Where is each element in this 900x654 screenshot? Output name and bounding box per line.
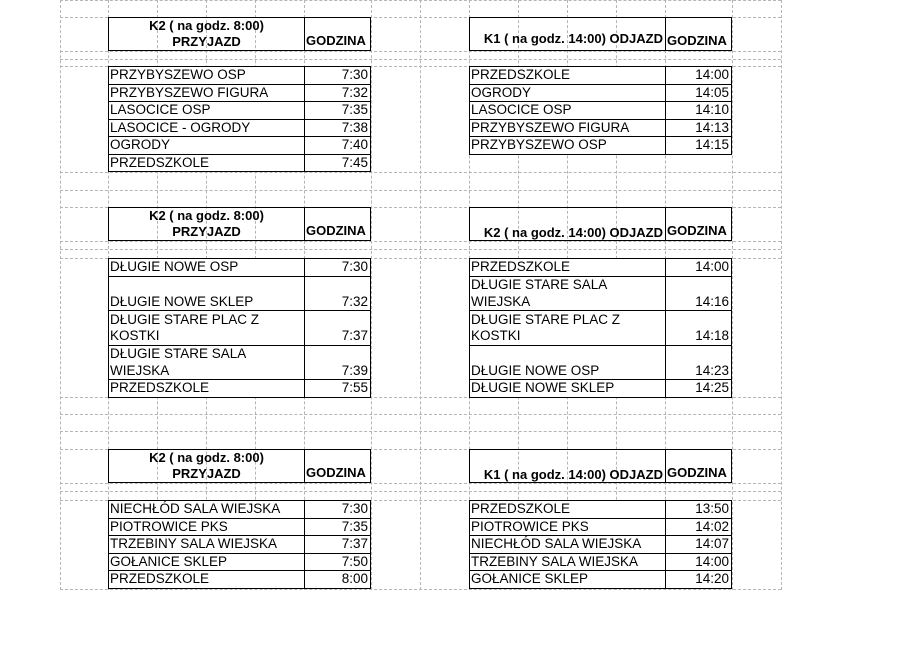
stop-name-cell	[108, 379, 305, 398]
stop-time-cell: 14:16	[665, 276, 732, 312]
stop-time-cell: 7:45	[304, 154, 371, 173]
stop-name-line: PRZEDSZKOLE	[471, 67, 571, 82]
stop-time-cell: 7:37	[304, 310, 371, 346]
stop-time-cell: 7:37	[304, 535, 371, 554]
stop-time-cell: 7:38	[304, 119, 371, 138]
table-5-route-header-line1: K2 ( na godz. 8:00)	[149, 450, 264, 465]
table-5-time-header: GODZINA	[304, 449, 371, 483]
stop-name-line: TRZEBINY SALA WIEJSKA	[110, 536, 278, 551]
stop-name-cell	[108, 154, 305, 173]
stop-name-line: PRZYBYSZEWO FIGURA	[471, 119, 630, 135]
table-1-route-header	[108, 17, 305, 51]
grid-line-horizontal	[60, 414, 781, 415]
stop-name-cell	[469, 345, 666, 381]
stop-time-cell: 7:32	[304, 84, 371, 103]
table-3-route-header-line1: K2 ( na godz. 8:00)	[149, 208, 264, 223]
grid-line-horizontal	[60, 491, 781, 492]
grid-line-horizontal	[60, 589, 781, 590]
stop-time-cell: 7:30	[304, 500, 371, 519]
stop-name-cell	[469, 553, 666, 572]
stop-name-line: PRZEDSZKOLE	[110, 380, 210, 395]
stop-name-line: PIOTROWICE PKS	[471, 518, 589, 534]
stop-name-cell	[469, 518, 666, 537]
stop-name-line: PRZEDSZKOLE	[471, 501, 571, 516]
stop-time-cell: 7:30	[304, 258, 371, 277]
table-4-time-header: GODZINA	[665, 207, 732, 241]
grid-line-vertical	[732, 0, 733, 590]
grid-line-vertical	[781, 0, 782, 590]
stop-name-line: DŁUGIE NOWE SKLEP	[110, 293, 254, 309]
stop-name-cell	[108, 66, 305, 85]
stop-name-line: DŁUGIE NOWE OSP	[110, 259, 239, 274]
grid-line-horizontal	[60, 51, 781, 52]
stop-name-line: LASOCICE - OGRODY	[110, 119, 251, 135]
table-5-route-header-line2: PRZYJAZD	[172, 466, 241, 481]
grid-line-horizontal	[60, 249, 781, 250]
stop-time-cell: 7:55	[304, 379, 371, 398]
stop-name-cell	[469, 101, 666, 120]
grid-line-horizontal	[60, 0, 781, 1]
grid-line-horizontal	[60, 172, 781, 173]
stop-name-cell	[108, 136, 305, 155]
stop-name-cell	[469, 66, 666, 85]
stop-time-cell: 7:35	[304, 518, 371, 537]
grid-line-vertical	[420, 0, 421, 590]
grid-line-horizontal	[60, 483, 781, 484]
stop-time-cell: 14:10	[665, 101, 732, 120]
stop-name-line: KOSTKI	[471, 328, 521, 343]
stop-name-line: PIOTROWICE PKS	[110, 518, 228, 534]
stop-name-cell	[469, 258, 666, 277]
stop-name-cell	[108, 101, 305, 120]
stop-name-line: DŁUGIE STARE PLAC Z	[110, 311, 260, 327]
stop-name-line: PRZYBYSZEWO OSP	[471, 137, 607, 152]
stop-time-cell: 14:23	[665, 345, 732, 381]
table-2-time-header: GODZINA	[665, 17, 732, 51]
stop-name-cell	[108, 276, 305, 312]
stop-name-cell	[469, 119, 666, 138]
stop-name-line: NIECHŁÓD SALA WIEJSKA	[110, 501, 281, 516]
stop-name-line: TRZEBINY SALA WIEJSKA	[471, 553, 639, 569]
stop-time-cell: 14:13	[665, 119, 732, 138]
stop-time-cell: 14:15	[665, 136, 732, 155]
stop-time-cell: 14:20	[665, 570, 732, 589]
stop-name-cell	[108, 345, 305, 381]
table-6-time-header: GODZINA	[665, 449, 732, 483]
grid-line-horizontal	[60, 190, 781, 191]
stop-name-cell	[469, 500, 666, 519]
stop-name-line: NIECHŁÓD SALA WIEJSKA	[471, 536, 642, 551]
stop-time-cell: 7:32	[304, 276, 371, 312]
stop-name-line: DŁUGIE NOWE SKLEP	[471, 380, 615, 395]
stop-name-cell	[469, 84, 666, 103]
stop-name-cell	[469, 379, 666, 398]
stop-name-line: WIEJSKA	[471, 293, 531, 309]
stop-name-line: OGRODY	[471, 84, 532, 100]
stop-time-cell: 14:02	[665, 518, 732, 537]
table-3-route-header	[108, 207, 305, 241]
stop-time-cell: 14:25	[665, 379, 732, 398]
stop-time-cell: 7:39	[304, 345, 371, 381]
stop-time-cell: 8:00	[304, 570, 371, 589]
stop-time-cell: 13:50	[665, 500, 732, 519]
stop-name-line: GOŁANICE SKLEP	[110, 553, 228, 569]
stop-name-line: PRZEDSZKOLE	[110, 154, 210, 170]
stop-time-cell: 14:00	[665, 553, 732, 572]
stop-name-cell	[108, 310, 305, 346]
stop-name-cell	[469, 535, 666, 554]
stop-name-line: DŁUGIE NOWE OSP	[471, 362, 600, 378]
stop-name-cell	[469, 276, 666, 312]
table-2-route-header: K1 ( na godz. 14:00) ODJAZD	[469, 17, 666, 51]
stop-name-line: PRZEDSZKOLE	[471, 259, 571, 274]
stop-name-line: DŁUGIE STARE SALA	[110, 346, 247, 361]
stop-name-cell	[108, 535, 305, 554]
stop-time-cell: 14:05	[665, 84, 732, 103]
stop-name-cell	[469, 310, 666, 346]
stop-name-line: DŁUGIE STARE SALA	[471, 277, 608, 292]
stop-name-line: KOSTKI	[110, 328, 160, 343]
stop-time-cell: 14:07	[665, 535, 732, 554]
table-1-route-header-line2: PRZYJAZD	[172, 34, 241, 49]
stop-time-cell: 7:35	[304, 101, 371, 120]
stop-name-cell	[108, 570, 305, 589]
grid-line-horizontal	[60, 241, 781, 242]
stop-time-cell: 7:50	[304, 553, 371, 572]
stop-time-cell: 7:40	[304, 136, 371, 155]
stop-name-line: OGRODY	[110, 137, 171, 152]
stop-name-line: WIEJSKA	[110, 362, 170, 378]
table-5-route-header	[108, 449, 305, 483]
stop-name-cell	[469, 136, 666, 155]
stop-name-cell	[108, 553, 305, 572]
stop-name-line: LASOCICE OSP	[110, 102, 211, 117]
stop-name-cell	[469, 570, 666, 589]
stop-time-cell: 14:00	[665, 66, 732, 85]
grid-line-horizontal	[60, 59, 781, 60]
table-3-time-header: GODZINA	[304, 207, 371, 241]
table-6-route-header: K1 ( na godz. 14:00) ODJAZD	[469, 449, 666, 483]
stop-name-line: PRZEDSZKOLE	[110, 571, 210, 586]
stop-time-cell: 14:00	[665, 258, 732, 277]
table-1-time-header: GODZINA	[304, 17, 371, 51]
table-1-route-header-line1: K2 ( na godz. 8:00)	[149, 18, 264, 33]
stop-name-line: PRZYBYSZEWO OSP	[110, 67, 246, 82]
stop-name-cell	[108, 258, 305, 277]
stop-time-cell: 14:18	[665, 310, 732, 346]
stop-name-line: LASOCICE OSP	[471, 102, 572, 117]
stop-name-line: GOŁANICE SKLEP	[471, 571, 589, 586]
table-4-route-header: K2 ( na godz. 14:00) ODJAZD	[469, 207, 666, 241]
stop-time-cell: 7:30	[304, 66, 371, 85]
grid-line-horizontal	[60, 431, 781, 432]
stop-name-cell	[108, 84, 305, 103]
stop-name-cell	[108, 518, 305, 537]
stop-name-cell	[108, 500, 305, 519]
table-3-route-header-line2: PRZYJAZD	[172, 224, 241, 239]
grid-line-vertical	[371, 0, 372, 590]
grid-line-vertical	[60, 0, 61, 590]
stop-name-cell	[108, 119, 305, 138]
stop-name-line: DŁUGIE STARE PLAC Z	[471, 311, 621, 327]
stop-name-line: PRZYBYSZEWO FIGURA	[110, 84, 269, 100]
